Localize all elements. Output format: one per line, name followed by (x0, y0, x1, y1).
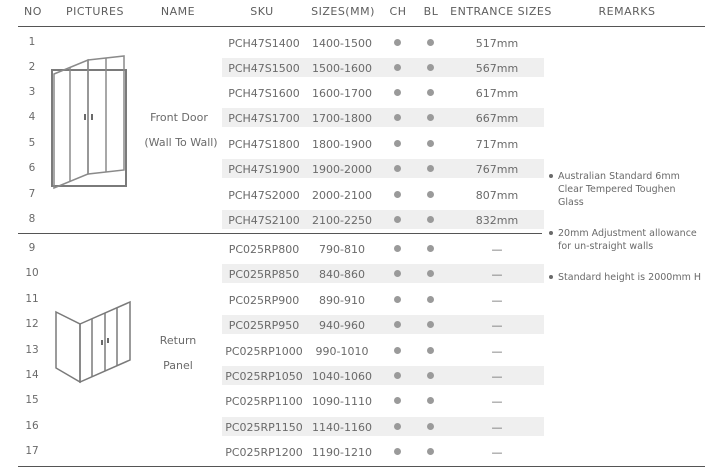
row-size: 1600-1700 (312, 87, 372, 100)
header-sku: SKU (250, 5, 274, 18)
row-size: 1040-1060 (312, 370, 372, 383)
row-size: 1800-1900 (312, 138, 372, 151)
row-entrance-size: 807mm (475, 189, 519, 202)
row-size: 890-910 (319, 294, 365, 307)
row-number: 5 (28, 137, 36, 149)
row-size: 1090-1110 (312, 395, 372, 408)
row-sku: PCH47S2100 (228, 214, 300, 227)
row-number: 1 (28, 36, 36, 48)
row-size: 840-860 (319, 268, 365, 281)
ch-available-dot (394, 165, 401, 172)
bl-available-dot (427, 270, 434, 277)
header-name: NAME (160, 5, 196, 18)
row-sku: PC025RP1050 (225, 370, 303, 383)
return-panel-picture (52, 298, 134, 386)
row-size: 2000-2100 (312, 189, 372, 202)
bottom-divider (18, 466, 705, 467)
row-entrance-size: 567mm (475, 62, 519, 75)
row-number: 9 (28, 242, 36, 254)
header-remarks: REMARKS (598, 5, 656, 18)
row-entrance-size: — (491, 370, 503, 383)
row-entrance-size: — (491, 395, 503, 408)
bullet-icon (549, 275, 553, 279)
table-header (0, 0, 723, 24)
ch-available-dot (394, 89, 401, 96)
row-sku: PCH47S1700 (228, 112, 300, 125)
row-number: 13 (25, 344, 39, 356)
row-sku: PCH47S1800 (228, 138, 300, 151)
row-size: 1190-1210 (312, 446, 372, 459)
row-number: 16 (25, 420, 39, 432)
row-number: 12 (25, 318, 39, 330)
bl-available-dot (427, 347, 434, 354)
front-door-name: Front Door (150, 111, 208, 124)
row-entrance-size: — (491, 319, 503, 332)
ch-available-dot (394, 448, 401, 455)
header-bl: BL (423, 5, 439, 18)
bl-available-dot (427, 372, 434, 379)
ch-available-dot (394, 397, 401, 404)
row-entrance-size: 517mm (475, 37, 519, 50)
row-size: 1400-1500 (312, 37, 372, 50)
bl-available-dot (427, 114, 434, 121)
bl-available-dot (427, 64, 434, 71)
row-sku: PC025RP1150 (225, 421, 303, 434)
row-sku: PCH47S1500 (228, 62, 300, 75)
row-size: 940-960 (319, 319, 365, 332)
header-ch: CH (389, 5, 407, 18)
row-size: 1140-1160 (312, 421, 372, 434)
row-sku: PCH47S1900 (228, 163, 300, 176)
remark-line: Standard height is 2000mm H (558, 272, 701, 283)
row-entrance-size: 617mm (475, 87, 519, 100)
row-number: 17 (25, 445, 39, 457)
ch-available-dot (394, 270, 401, 277)
row-entrance-size: — (491, 345, 503, 358)
header-pictures: PICTURES (66, 5, 124, 18)
row-number: 4 (28, 111, 36, 123)
return-panel-subname: Panel (163, 359, 193, 372)
ch-available-dot (394, 39, 401, 46)
bl-available-dot (427, 165, 434, 172)
remark-line: Glass (558, 197, 584, 208)
bl-available-dot (427, 140, 434, 147)
row-sku: PCH47S2000 (228, 189, 300, 202)
row-number: 11 (25, 293, 39, 305)
remark-adjustment (549, 227, 714, 253)
bullet-icon (549, 174, 553, 178)
table-row (0, 391, 723, 410)
row-size: 1700-1800 (312, 112, 372, 125)
bl-available-dot (427, 397, 434, 404)
row-number: 7 (28, 188, 36, 200)
ch-available-dot (394, 114, 401, 121)
bl-available-dot (427, 216, 434, 223)
bl-available-dot (427, 448, 434, 455)
row-sku: PC025RP950 (228, 319, 300, 332)
table-row (0, 417, 723, 436)
row-number: 14 (25, 369, 39, 381)
ch-available-dot (394, 423, 401, 430)
row-entrance-size: — (491, 268, 503, 281)
bl-available-dot (427, 191, 434, 198)
ch-available-dot (394, 296, 401, 303)
row-size: 990-1010 (315, 345, 369, 358)
row-entrance-size: 717mm (475, 138, 519, 151)
bl-available-dot (427, 423, 434, 430)
bullet-icon (549, 231, 553, 235)
ch-available-dot (394, 321, 401, 328)
remark-height (549, 271, 714, 284)
row-size: 2100-2250 (312, 214, 372, 227)
header-entrance-sizes: ENTRANCE SIZES (450, 5, 552, 18)
row-sku: PC025RP800 (228, 243, 300, 256)
header-no: NO (24, 5, 42, 18)
row-number: 8 (28, 213, 36, 225)
row-entrance-size: 832mm (475, 214, 519, 227)
front-door-subname: (Wall To Wall) (144, 136, 218, 149)
row-number: 2 (28, 61, 36, 73)
row-size: 790-810 (319, 243, 365, 256)
row-sku: PC025RP850 (228, 268, 300, 281)
row-sku: PC025RP1000 (225, 345, 303, 358)
row-size: 1500-1600 (312, 62, 372, 75)
header-sizes: SIZES(MM) (311, 5, 375, 18)
remark-line: for un-straight walls (558, 241, 654, 252)
group-divider (18, 233, 542, 234)
ch-available-dot (394, 245, 401, 252)
row-number: 10 (25, 267, 39, 279)
bl-available-dot (427, 296, 434, 303)
table-row (0, 33, 723, 52)
row-entrance-size: — (491, 421, 503, 434)
row-size: 1900-2000 (312, 163, 372, 176)
bl-available-dot (427, 89, 434, 96)
row-sku: PCH47S1400 (228, 37, 300, 50)
row-entrance-size: — (491, 294, 503, 307)
row-number: 6 (28, 162, 36, 174)
ch-available-dot (394, 216, 401, 223)
row-number: 15 (25, 394, 39, 406)
return-panel-name: Return (159, 334, 197, 347)
bl-available-dot (427, 245, 434, 252)
row-sku: PCH47S1600 (228, 87, 300, 100)
remark-glass (549, 170, 709, 209)
header-divider (18, 26, 705, 27)
table-row (0, 442, 723, 461)
ch-available-dot (394, 191, 401, 198)
row-number: 3 (28, 86, 36, 98)
remark-line: 20mm Adjustment allowance (558, 228, 697, 239)
row-sku: PC025RP1100 (225, 395, 303, 408)
ch-available-dot (394, 347, 401, 354)
row-entrance-size: — (491, 243, 503, 256)
ch-available-dot (394, 140, 401, 147)
ch-available-dot (394, 64, 401, 71)
row-sku: PC025RP1200 (225, 446, 303, 459)
row-entrance-size: — (491, 446, 503, 459)
row-entrance-size: 767mm (475, 163, 519, 176)
row-entrance-size: 667mm (475, 112, 519, 125)
bl-available-dot (427, 39, 434, 46)
row-sku: PC025RP900 (228, 294, 300, 307)
remark-line: Clear Tempered Toughen (558, 184, 676, 195)
ch-available-dot (394, 372, 401, 379)
remark-line: Australian Standard 6mm (558, 171, 680, 182)
bl-available-dot (427, 321, 434, 328)
front-door-picture (48, 52, 130, 190)
